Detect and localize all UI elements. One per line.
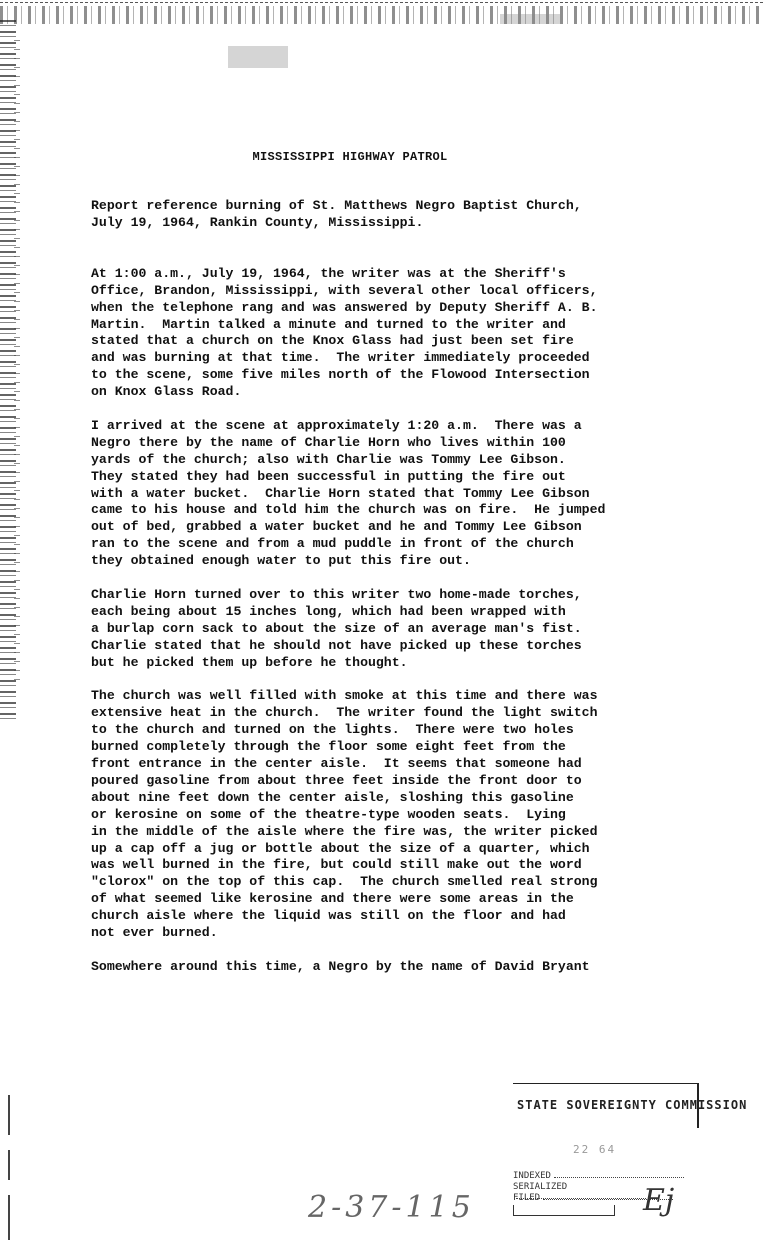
stamp-index-block (513, 1171, 697, 1217)
margin-mark (8, 1150, 10, 1180)
stamp-filed: FILED (513, 1193, 673, 1203)
scan-noise-top (0, 6, 763, 24)
file-number: 2-37-115 (308, 1190, 475, 1225)
paragraph-4: The church was well filled with smoke at this time and there was extensive heat in the church. The writer found the light switch to the church and turned on the lights. There were two holes burned completely through the floor some eight feet from the front entrance in the center aisle. It seems that someone had poured gasoline from about three feet inside the front door to about nine feet down the center aisle, sloshing this gasoline or kerosine on some of the theatre-type wooden seats. Lying in the middle of the aisle where the fire was, the writer picked up a cap off a jug or bottle about the size of a quarter, which was well burned in the fire, but could still make out the word "clorox" on the top of this cap. The church smelled real strong of what seemed like kerosine and there were some areas in the church aisle where the liquid was still on the floor and had not ever burned. (91, 688, 598, 941)
report-body (91, 198, 691, 993)
paragraph-5: Somewhere around this time, a Negro by the name of David Bryant (91, 958, 590, 974)
scan-edge-artifact (0, 2, 763, 4)
scan-smudge (228, 46, 288, 68)
report-reference: Report reference burning of St. Matthews Negro Baptist Church, July 19, 1964, Rankin County, Mississippi. (91, 198, 582, 230)
stamp-title: STATE SOVEREIGNTY COMMISSION (517, 1098, 748, 1112)
scan-smudge (500, 14, 560, 24)
stamp-box (513, 1205, 615, 1216)
paragraph-1: At 1:00 a.m., July 19, 1964, the writer was at the Sheriff's Office, Brandon, Mississippi, with several other local officers, when the telephone rang and was answered by Deputy Sheriff A. B. Martin. Martin talked a minute and turned to the writer and stated that a church on the Knox Glass had just been set fire and was burning at that time. The writer immediately proceeded to the scene, some five miles north of the Flowood Intersection on Knox Glass Road. (91, 265, 598, 400)
commission-stamp (513, 1083, 748, 1221)
scan-noise-left-inner (14, 40, 20, 680)
stamp-date: 22 64 (573, 1143, 617, 1156)
stamp-indexed: INDEXED (513, 1171, 684, 1181)
paragraph-2: I arrived at the scene at approximately 1:20 a.m. There was a Negro there by the name of Charlie Horn who lives within 100 yards of the church; also with Charlie was Tommy Lee Gibson. They stated they had been successful in putting the fire out with a water bucket. Charlie Horn stated that Tommy Lee Gibson came to his house and told him the church was on fire. He jumped out of bed, grabbed a water bucket and he and Tommy Lee Gibson ran to the scene and from a mud puddle in front of the church they obtained enough water to put this fire out. (91, 417, 606, 569)
page-title: MISSISSIPPI HIGHWAY PATROL (252, 150, 448, 164)
paragraph-3: Charlie Horn turned over to this writer two home-made torches, each being about 15 inches long, which had been wrapped with a burlap corn sack to about the size of an average man's fist. Charlie stated that he should not have picked up these torches but he picked them up before he thought. (91, 587, 582, 670)
margin-mark (8, 1095, 10, 1135)
stamp-header (513, 1083, 748, 1128)
stamp-initials: Ej (643, 1183, 675, 1218)
margin-mark (8, 1195, 10, 1240)
stamp-serialized: SERIALIZED (513, 1182, 697, 1202)
